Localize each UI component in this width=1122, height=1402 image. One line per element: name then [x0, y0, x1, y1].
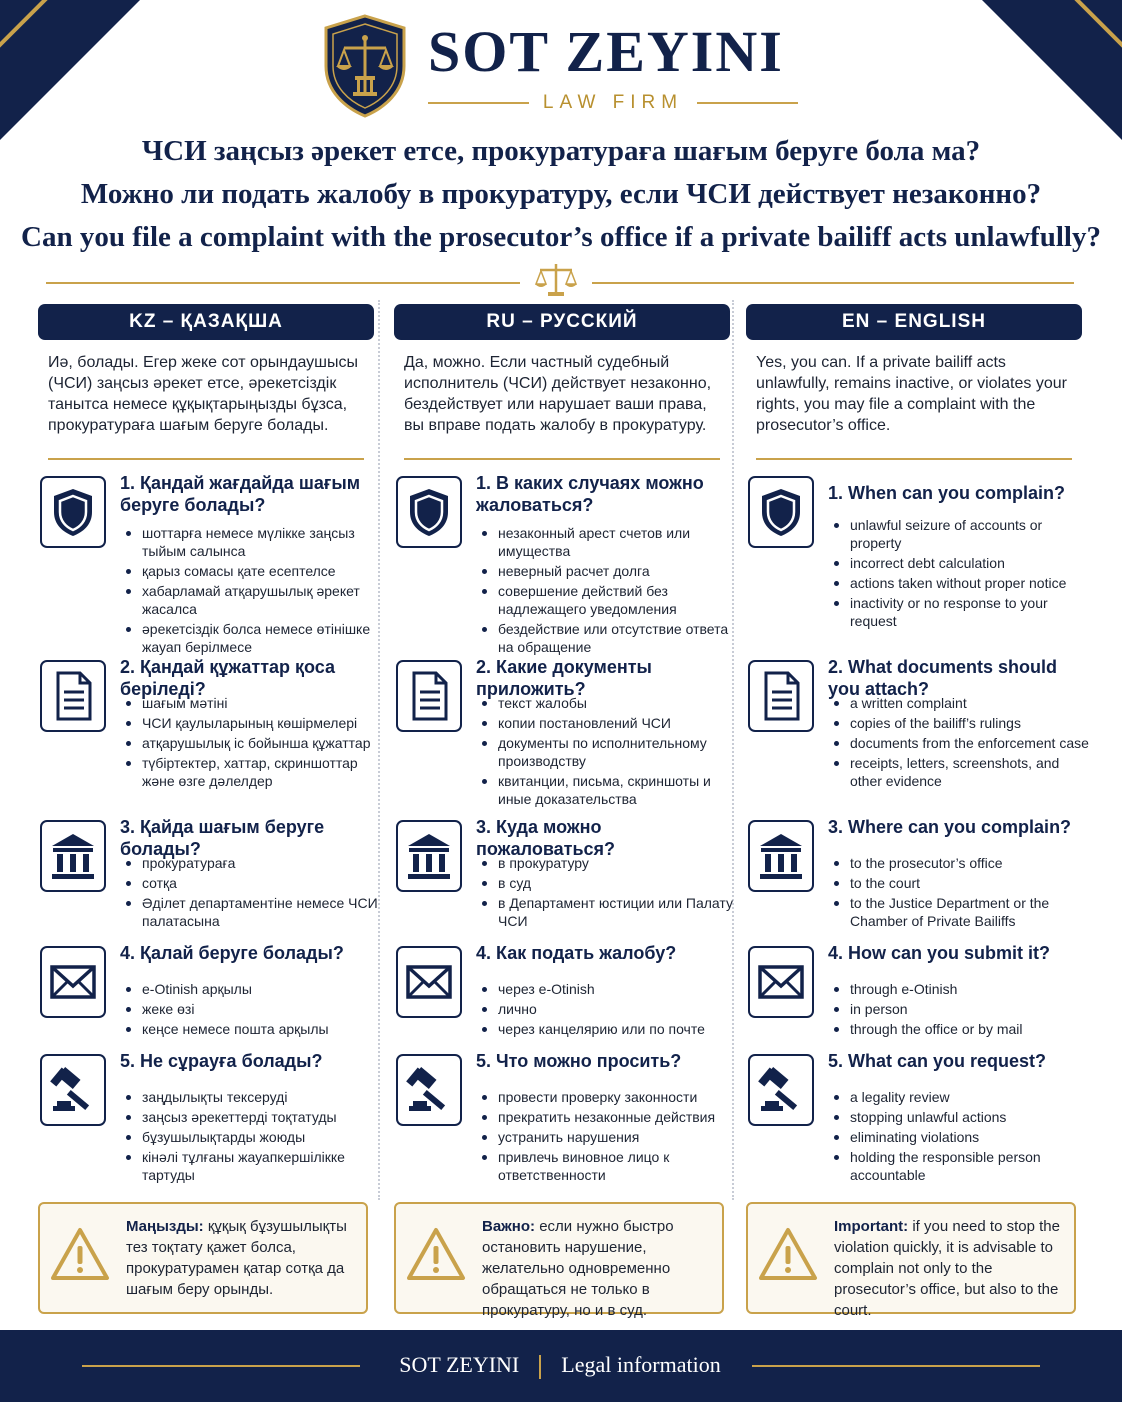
section-title: 5. Что можно просить?	[476, 1051, 682, 1071]
important-note	[394, 1202, 724, 1319]
list-item: a legality review	[828, 1088, 1090, 1106]
section-list	[828, 854, 1090, 932]
section-list	[476, 980, 738, 1040]
list-item: заңдылықты тексеруді	[120, 1088, 382, 1106]
list-item: хабарламай атқарушылық әрекет жасалса	[120, 582, 382, 618]
list-item: жеке өзі	[120, 1000, 382, 1018]
warning-icon	[758, 1226, 818, 1282]
courthouse-icon	[748, 820, 814, 892]
section-list	[120, 1088, 382, 1186]
list-item: кеңсе немесе пошта арқылы	[120, 1020, 382, 1038]
list-item: әрекетсіздік болса немесе өтінішке жауап берілмесе	[120, 620, 382, 656]
section-list	[120, 980, 382, 1040]
page-headings	[20, 130, 1102, 259]
envelope-icon	[40, 946, 106, 1018]
note-label: Важно:	[482, 1218, 536, 1235]
list-item: шоттарға немесе мүлікке заңсыз тыйым салынса	[120, 524, 382, 560]
section-title: 5. What can you request?	[828, 1051, 1047, 1071]
section-title: 4. How can you submit it?	[828, 943, 1051, 963]
intro-text: Yes, you can. If a private bailiff acts unlawfully, remains inactive, or violates your rights, you may file a complaint with the prosecutor’s office.	[756, 354, 1067, 434]
list-item: привлечь виновное лицо к ответственности	[476, 1148, 738, 1184]
gavel-icon	[40, 1054, 106, 1126]
section-title: 4. Как подать жалобу?	[476, 943, 677, 963]
section-list	[476, 854, 738, 932]
list-item: заңсыз әрекеттерді тоқтатуды	[120, 1108, 382, 1126]
list-item: текст жалобы	[476, 694, 738, 712]
section-divider	[756, 458, 1072, 460]
list-item: сотқа	[120, 874, 382, 892]
section-title: 3. Қайда шағым беруге болады?	[120, 817, 325, 859]
section-list	[120, 854, 382, 932]
note-body: құқық бұзушылықты тез тоқтату қажет болса, прокуратурамен қатар сотқа да шағым беру орынды.	[126, 1218, 347, 1298]
scales-icon	[534, 262, 578, 298]
list-item: бұзушылықтарды жоюды	[120, 1128, 382, 1146]
language-tag-kz: KZ – ҚАЗАҚША	[38, 304, 374, 340]
section-list	[120, 524, 382, 658]
note-label: Маңызды:	[126, 1218, 204, 1235]
divider-left	[46, 282, 520, 284]
shield-icon	[40, 476, 106, 548]
section-title: 3. Where can you complain?	[828, 817, 1072, 837]
section-title: 2. Қандай құжаттар қоса беріледі?	[120, 657, 336, 699]
column-kazakh	[38, 304, 378, 1298]
section-list	[828, 694, 1090, 792]
section-title: 5. Не сұрауға болады?	[120, 1051, 323, 1071]
footer-separator	[539, 1355, 541, 1379]
divider-right	[592, 282, 1074, 284]
tagline-rule-left	[428, 102, 529, 104]
warning-icon	[50, 1226, 110, 1282]
section-title: 1. Қандай жағдайда шағым беруге болады?	[120, 473, 361, 515]
list-item: to the court	[828, 874, 1090, 892]
footer-brand: SOT ZEYINI	[399, 1352, 520, 1377]
section-list	[476, 524, 738, 658]
section-title: 1. When can you complain?	[828, 483, 1066, 503]
list-item: провести проверку законности	[476, 1088, 738, 1106]
section-list	[828, 516, 1090, 632]
intro-text: Иә, болады. Егер жеке сот орындаушысы (ЧСИ) заңсыз әрекет етсе, әрекетсіздік танытса немесе құқықтарыңызды бұзса, прокуратураға шағым беруге болады.	[48, 354, 359, 434]
document-icon	[40, 660, 106, 732]
section-list	[828, 1088, 1090, 1186]
list-item: a written complaint	[828, 694, 1090, 712]
envelope-icon	[748, 946, 814, 1018]
footer-rule-left	[82, 1365, 360, 1367]
list-item: Әділет департаментіне немесе ЧСИ палатасына	[120, 894, 382, 930]
list-item: holding the responsible person accountable	[828, 1148, 1090, 1184]
brand-tagline	[428, 92, 798, 114]
list-item: совершение действий без надлежащего уведомления	[476, 582, 738, 618]
list-item: e-Otinish арқылы	[120, 980, 382, 998]
list-item: documents from the enforcement case	[828, 734, 1090, 752]
list-item: to the Justice Department or the Chamber of Private Bailiffs	[828, 894, 1090, 930]
section-title: 2. Какие документы приложить?	[476, 657, 652, 699]
gavel-icon	[396, 1054, 462, 1126]
section-list	[828, 980, 1090, 1040]
section-divider	[48, 458, 364, 460]
list-item: в прокуратуру	[476, 854, 738, 872]
footer-rule-right	[752, 1365, 1040, 1367]
tagline-text: LAW FIRM	[542, 92, 684, 113]
document-icon	[396, 660, 462, 732]
list-item: copies of the bailiff’s rulings	[828, 714, 1090, 732]
section-title: 2. What documents should you attach?	[828, 657, 1058, 699]
note-label: Important:	[834, 1218, 909, 1235]
important-note	[38, 1202, 368, 1314]
list-item: в суд	[476, 874, 738, 892]
section-list	[120, 694, 382, 792]
courthouse-icon	[396, 820, 462, 892]
list-item: квитанции, письма, скриншоты и иные доказательства	[476, 772, 738, 808]
list-item: через канцелярию или по почте	[476, 1020, 738, 1038]
section-list	[476, 694, 738, 810]
list-item: кінәлі тұлғаны жауапкершілікке тартуды	[120, 1148, 382, 1184]
column-english	[746, 304, 1089, 1319]
shield-icon	[748, 476, 814, 548]
list-item: через e-Otinish	[476, 980, 738, 998]
list-item: копии постановлений ЧСИ	[476, 714, 738, 732]
list-item: stopping unlawful actions	[828, 1108, 1090, 1126]
list-item: документы по исполнительному производству	[476, 734, 738, 770]
section-title: 3. Куда можно пожаловаться?	[476, 817, 616, 859]
list-item: to the prosecutor’s office	[828, 854, 1090, 872]
note-text	[834, 1216, 1070, 1321]
note-body: если нужно быстро остановить нарушение, желательно одновременно обращаться не только в прокуратуру, но и в суд.	[482, 1218, 674, 1319]
list-item: в Департамент юстиции или Палату ЧСИ	[476, 894, 738, 930]
note-body: if you need to stop the violation quickly, it is advisable to complain not only to the prosecutor’s office, but also to the court.	[834, 1218, 1060, 1319]
section-title: 4. Қалай беруге болады?	[120, 943, 344, 963]
list-item: прекратить незаконные действия	[476, 1108, 738, 1126]
intro-text: Да, можно. Если частный судебный исполнитель (ЧСИ) действует незаконно, бездействует или нарушает ваши права, вы вправе подать жалобу в прокуратуру.	[404, 354, 712, 434]
gavel-icon	[748, 1054, 814, 1126]
note-text	[126, 1216, 362, 1300]
footer	[0, 1330, 1122, 1402]
list-item: inactivity or no response to your request	[828, 594, 1090, 630]
heading-en: Can you file a complaint with the prosecutor’s office if a private bailiff acts unlawfully?	[21, 221, 1101, 253]
list-item: in person	[828, 1000, 1090, 1018]
list-item: незаконный арест счетов или имущества	[476, 524, 738, 560]
law-firm-logo-icon	[322, 14, 408, 118]
list-item: түбіртектер, хаттар, скриншоттар және өзге дәлелдер	[120, 754, 382, 790]
tagline-rule-right	[697, 102, 798, 104]
section-list	[476, 1088, 738, 1186]
warning-icon	[406, 1226, 466, 1282]
list-item: through e-Otinish	[828, 980, 1090, 998]
list-item: прокуратураға	[120, 854, 382, 872]
important-note	[746, 1202, 1076, 1319]
section-divider	[404, 458, 720, 460]
list-item: шағым мәтіні	[120, 694, 382, 712]
language-tag-en: EN – ENGLISH	[746, 304, 1082, 340]
list-item: неверный расчет долга	[476, 562, 738, 580]
language-tag-ru: RU – РУССКИЙ	[394, 304, 730, 340]
courthouse-icon	[40, 820, 106, 892]
footer-text	[360, 1352, 760, 1379]
list-item: ЧСИ қаулыларының көшірмелері	[120, 714, 382, 732]
heading-ru: Можно ли подать жалобу в прокуратуру, если ЧСИ действует незаконно?	[80, 178, 1042, 210]
list-item: атқарушылық іс бойынша құжаттар	[120, 734, 382, 752]
shield-icon	[396, 476, 462, 548]
list-item: бездействие или отсутствие ответа на обращение	[476, 620, 738, 656]
list-item: лично	[476, 1000, 738, 1018]
envelope-icon	[396, 946, 462, 1018]
list-item: unlawful seizure of accounts or property	[828, 516, 1090, 552]
document-icon	[748, 660, 814, 732]
footer-label: Legal information	[561, 1352, 721, 1377]
note-text	[482, 1216, 718, 1321]
heading-kz: ЧСИ заңсыз әрекет етсе, прокуратураға шағым беруге бола ма?	[141, 135, 981, 167]
list-item: incorrect debt calculation	[828, 554, 1090, 572]
list-item: устранить нарушения	[476, 1128, 738, 1146]
section-title: 1. В каких случаях можно жаловаться?	[476, 473, 704, 515]
list-item: receipts, letters, screenshots, and other evidence	[828, 754, 1090, 790]
list-item: қарыз сомасы қате есептелсе	[120, 562, 382, 580]
brand-name: SOT ZEYINI	[428, 19, 784, 84]
column-russian	[394, 304, 733, 1319]
list-item: through the office or by mail	[828, 1020, 1090, 1038]
list-item: actions taken without proper notice	[828, 574, 1090, 592]
list-item: eliminating violations	[828, 1128, 1090, 1146]
